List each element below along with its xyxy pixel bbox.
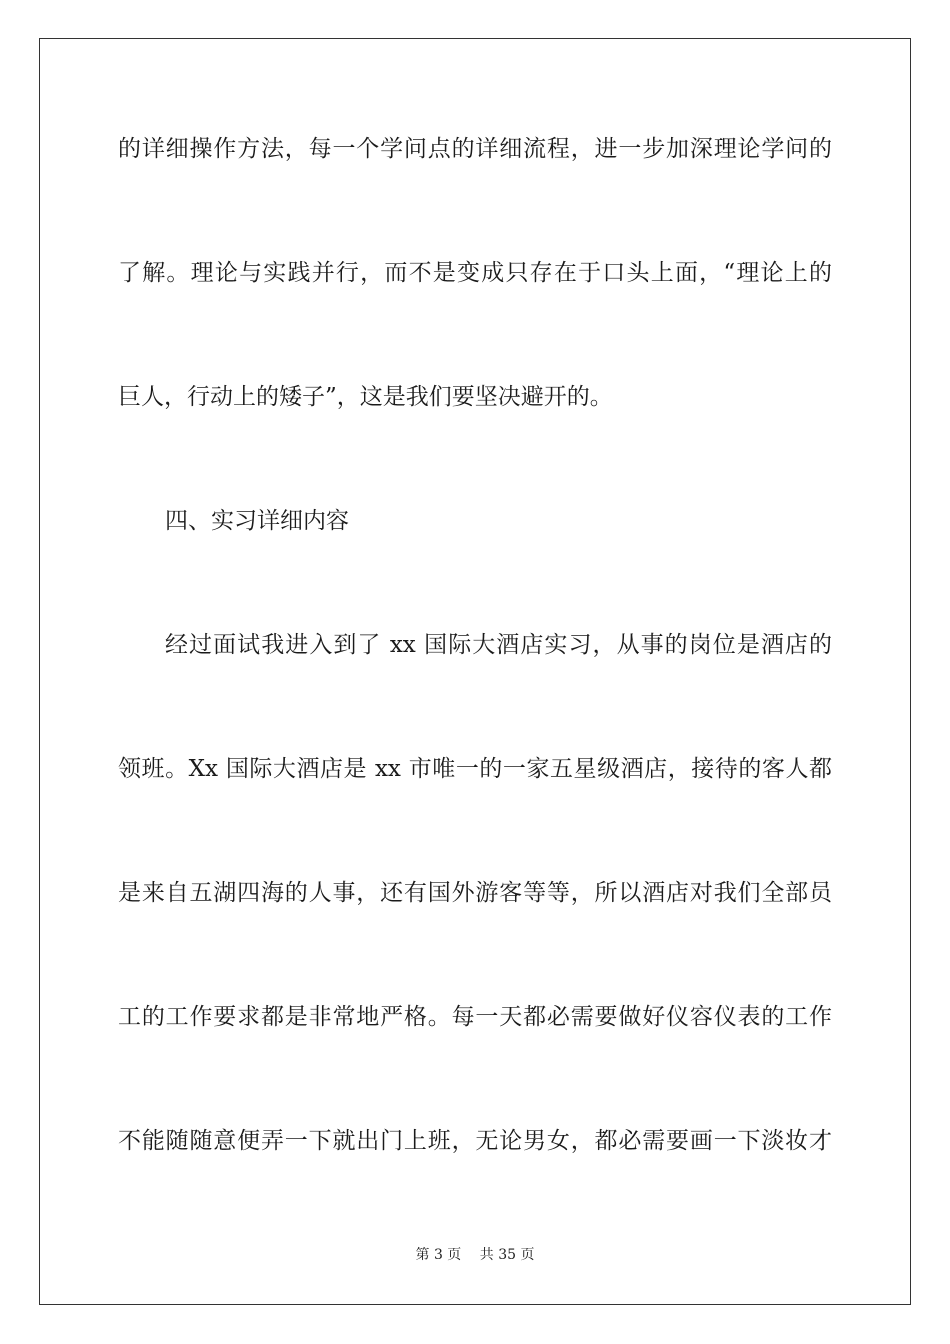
- paragraph-line: 工的工作要求都是非常地严格。每一天都必需要做好仪容仪表的工作: [118, 1004, 832, 1030]
- paragraph-line: 了解。理论与实践并行，而不是变成只存在于口头上面，“理论上的: [118, 260, 832, 286]
- paragraph-line: 不能随随意便弄一下就出门上班，无论男女，都必需要画一下淡妆才: [118, 1128, 832, 1154]
- page-footer: [0, 1245, 950, 1265]
- paragraph-line: 经过面试我进入到了 xx 国际大酒店实习，从事的岗位是酒店的: [165, 632, 832, 658]
- paragraph-line: 是来自五湖四海的人事，还有国外游客等等，所以酒店对我们全部员: [118, 880, 832, 906]
- paragraph-line: 领班。Xx 国际大酒店是 xx 市唯一的一家五星级酒店，接待的客人都: [118, 756, 832, 782]
- page-frame: [39, 38, 911, 1305]
- page-number: 第 3 页: [415, 1247, 462, 1263]
- paragraph-line: 的详细操作方法，每一个学问点的详细流程，进一步加深理论学问的: [118, 136, 832, 162]
- section-heading: 四、实习详细内容: [165, 508, 349, 534]
- page-total: 共 35 页: [479, 1247, 535, 1263]
- paragraph-line: 巨人，行动上的矮子”，这是我们要坚决避开的。: [118, 384, 613, 410]
